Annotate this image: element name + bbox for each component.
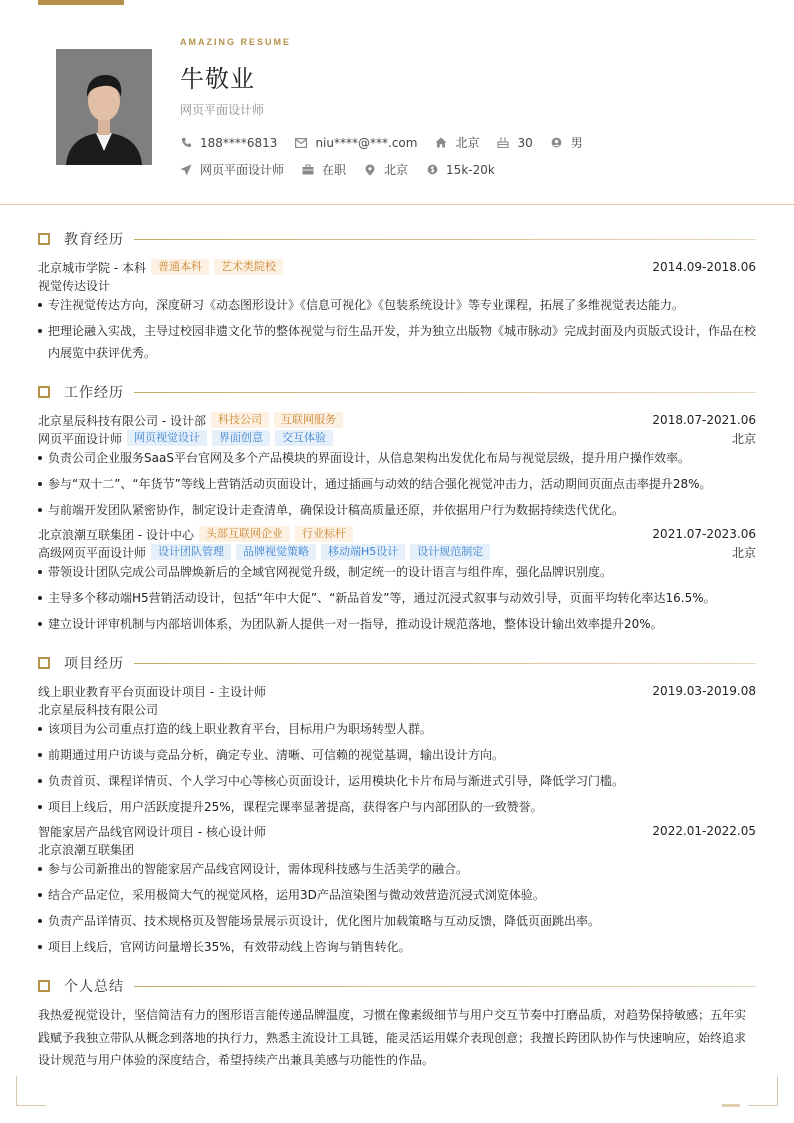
salary-icon <box>426 164 438 176</box>
project-date: 2022.01-2022.05 <box>652 824 756 838</box>
job-bullet: 建立设计评审机制与内部培训体系，为团队新人提供一对一指导，推动设计规范落地，整体设计输出效率提升20%。 <box>38 613 756 635</box>
section-marker-icon <box>38 233 50 245</box>
education-section-header <box>38 231 756 247</box>
section-title: 个人总结 <box>64 979 124 995</box>
education-major-row <box>38 276 756 294</box>
mail-icon <box>295 137 307 149</box>
job-position-row <box>38 543 756 561</box>
skill-tag: 移动端H5设计 <box>321 544 405 560</box>
gender-icon <box>551 137 563 149</box>
education-date: 2014.09-2018.06 <box>652 260 756 274</box>
job-date: 2021.07-2023.06 <box>652 527 756 541</box>
company-name: 北京浪潮互联集团 - 设计中心 <box>38 527 194 542</box>
candidate-name: 牛敬业 <box>180 65 255 93</box>
briefcase-icon <box>302 164 314 176</box>
project-name: 智能家居产品线官网设计项目 - 核心设计师 <box>38 824 266 839</box>
project-entry-header <box>38 682 756 700</box>
resume-tagline: AMAZING RESUME <box>180 37 291 47</box>
skill-tag: 品牌视觉策略 <box>236 544 316 560</box>
company-tag: 互联网服务 <box>274 412 343 428</box>
project-org-row <box>38 840 756 858</box>
footer-accent <box>722 1104 740 1107</box>
project-bullet: 项目上线后，官网访问量增长35%，有效带动线上咨询与销售转化。 <box>38 936 756 958</box>
skill-tag: 网页视觉设计 <box>127 430 207 446</box>
candidate-title: 网页平面设计师 <box>180 103 265 117</box>
section-divider <box>134 986 756 987</box>
job-bullet: 参与“双十二”、“年货节”等线上营销活动页面设计，通过插画与动效的结合强化视觉冲击力，活动期间页面点击率提升28%。 <box>38 473 756 495</box>
work-section-header <box>38 384 756 400</box>
education-bullet: 专注视觉传达方向，深度研习《动态图形设计》《信息可视化》《包装系统设计》等专业课程，拓展了多维视觉表达能力。 <box>38 294 756 316</box>
target-city-info: 北京 <box>364 161 408 178</box>
cake-icon <box>497 137 509 149</box>
target-position-info: 网页平面设计师 <box>180 161 284 178</box>
education-bullet: 把理论融入实战，主导过校园非遗文化节的整体视觉与衍生品开发，并为独立出版物《城市脉动》完成封面及内页版式设计，作品在校内展览中获评优秀。 <box>38 320 756 364</box>
summary-section-header <box>38 978 756 994</box>
section-title: 工作经历 <box>64 385 124 401</box>
job-entry-header <box>38 411 756 429</box>
company-tag: 科技公司 <box>211 412 269 428</box>
phone-info: 188****6813 <box>180 136 277 150</box>
job-intention-row <box>180 161 513 178</box>
job-entry-header <box>38 525 756 543</box>
gender-info: 男 <box>551 134 583 151</box>
section-divider <box>134 663 756 664</box>
home-icon <box>435 137 447 149</box>
job-position-row <box>38 429 756 447</box>
education-entry-header <box>38 258 756 276</box>
section-divider <box>134 239 756 240</box>
school-tag: 普通本科 <box>151 259 209 275</box>
section-title: 项目经历 <box>64 656 124 672</box>
section-marker-icon <box>38 980 50 992</box>
corner-ornament <box>748 1076 778 1106</box>
company-name: 北京星辰科技有限公司 - 设计部 <box>38 413 206 428</box>
project-bullet: 该项目为公司重点打造的线上职业教育平台，目标用户为职场转型人群。 <box>38 718 756 740</box>
project-bullet: 结合产品定位，采用极简大气的视觉风格，运用3D产品渲染图与微动效营造沉浸式浏览体验。 <box>38 884 756 906</box>
company-tag: 头部互联网企业 <box>199 526 290 542</box>
section-title: 教育经历 <box>64 232 124 248</box>
employment-status-info: 在职 <box>302 161 346 178</box>
job-date: 2018.07-2021.06 <box>652 413 756 427</box>
project-bullet: 项目上线后，用户活跃度提升25%，课程完课率显著提高，获得客户与内部团队的一致赞誉。 <box>38 796 756 818</box>
section-marker-icon <box>38 657 50 669</box>
skill-tag: 设计团队管理 <box>151 544 231 560</box>
contact-info-row <box>180 134 601 151</box>
summary-line: 践赋予我独立带队从概念到落地的执行力，熟悉主流设计工具链，能灵活运用媒介表现创意；我擅长跨团队协作与快速响应，始终追求 <box>38 1030 747 1045</box>
avatar-photo <box>56 49 152 165</box>
residence-info: 北京 <box>435 134 479 151</box>
position-name: 高级网页平面设计师 <box>38 545 147 560</box>
skill-tag: 界面创意 <box>212 430 270 446</box>
send-icon <box>180 164 192 176</box>
summary-paragraph <box>38 1004 756 1072</box>
corner-ornament <box>16 1076 46 1106</box>
phone-icon <box>180 137 192 149</box>
age-info: 30 <box>497 136 532 150</box>
job-bullet: 与前端开发团队紧密协作，制定设计走查清单，确保设计稿高质量还原，并依据用户行为数据持续迭代优化。 <box>38 499 756 521</box>
section-marker-icon <box>38 386 50 398</box>
job-bullet: 负责公司企业服务SaaS平台官网及多个产品模块的界面设计，从信息架构出发优化布局与视觉层级，提升用户操作效率。 <box>38 447 756 469</box>
project-name: 线上职业教育平台页面设计项目 - 主设计师 <box>38 684 266 699</box>
project-org: 北京星辰科技有限公司 <box>38 702 159 717</box>
project-org: 北京浪潮互联集团 <box>38 842 135 857</box>
location-pin-icon <box>364 164 376 176</box>
school-name: 北京城市学院 - 本科 <box>38 260 146 275</box>
school-tag: 艺术类院校 <box>214 259 283 275</box>
project-entry-header <box>38 822 756 840</box>
skill-tag: 设计规范制定 <box>410 544 490 560</box>
job-location: 北京 <box>731 431 756 446</box>
summary-line: 设计规范与用户体验的深度结合，希望持续产出兼具美感与功能性的作品。 <box>38 1053 435 1067</box>
skill-tag: 交互体验 <box>275 430 333 446</box>
company-tag: 行业标杆 <box>295 526 353 542</box>
major-name: 视觉传达设计 <box>38 278 111 293</box>
job-location: 北京 <box>731 545 756 560</box>
project-bullet: 负责产品详情页、技术规格页及智能场景展示页设计，优化图片加载策略与互动反馈，降低页面跳出率。 <box>38 910 756 932</box>
expected-salary-info: 15k-20k <box>426 163 495 177</box>
job-bullet: 主导多个移动端H5营销活动设计，包括“年中大促”、“新品首发”等，通过沉浸式叙事与动效引导，页面平均转化率达16.5%。 <box>38 587 756 609</box>
summary-line: 我热爱视觉设计，坚信简洁有力的图形语言能传递品牌温度，习惯在像素级细节与用户交互节奏中打磨品质，对趋势保持敏感；五年实 <box>38 1008 747 1022</box>
section-divider <box>134 392 756 393</box>
resume-header <box>0 0 794 205</box>
project-org-row <box>38 700 756 718</box>
job-bullet: 带领设计团队完成公司品牌焕新后的全域官网视觉升级，制定统一的设计语言与组件库，强化品牌识别度。 <box>38 561 756 583</box>
project-bullet: 前期通过用户访谈与竞品分析，确定专业、清晰、可信赖的视觉基调，输出设计方向。 <box>38 744 756 766</box>
position-name: 网页平面设计师 <box>38 431 123 446</box>
email-info: niu****@***.com <box>295 136 417 150</box>
project-bullet: 负责首页、课程详情页、个人学习中心等核心页面设计，运用模块化卡片布局与渐进式引导，降低学习门槛。 <box>38 770 756 792</box>
project-bullet: 参与公司新推出的智能家居产品线官网设计，需体现科技感与生活美学的融合。 <box>38 858 756 880</box>
projects-section-header <box>38 655 756 671</box>
project-date: 2019.03-2019.08 <box>652 684 756 698</box>
